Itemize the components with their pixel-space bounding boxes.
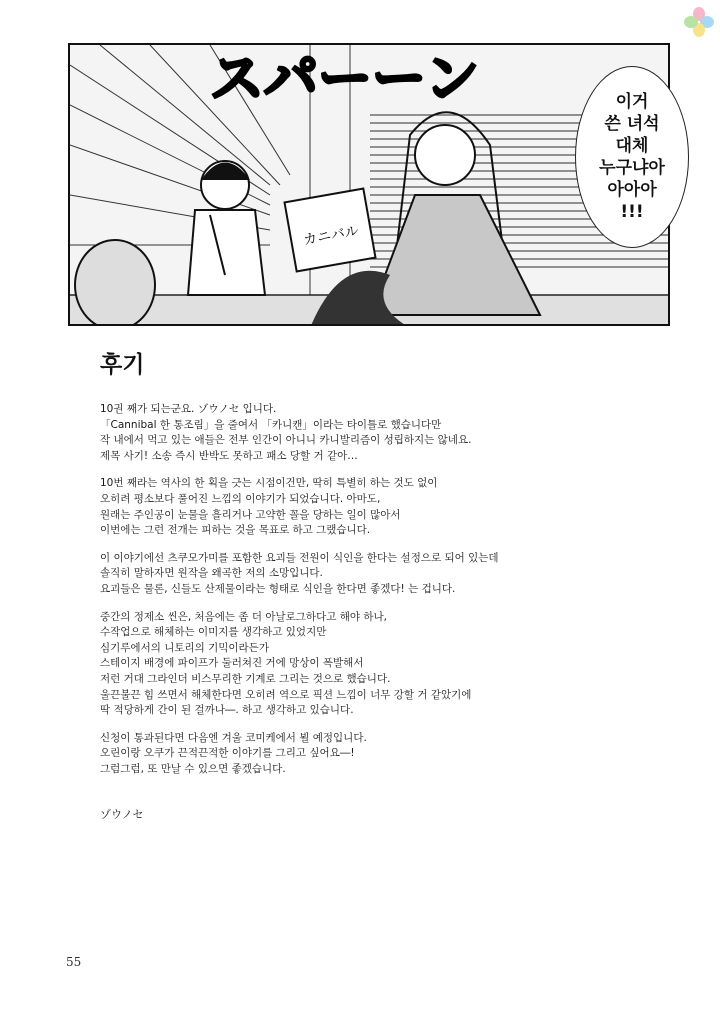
text-line: 이 이야기에선 츠쿠모가미를 포함한 요괴들 전원이 식인을 한다는 설정으로 되어 있는데	[100, 551, 499, 564]
sfx-text: スパーーン	[210, 47, 479, 110]
speech-bubble-text: 이거 쓴 녀석 대체 누구냐아 아아아 !!!	[599, 92, 665, 222]
text-line: 솔직히 말하자면 원작을 왜곡한 저의 소망입니다.	[100, 567, 323, 580]
text-line: 딱 적당하게 간이 된 걸까나―. 하고 생각하고 있습니다.	[100, 704, 354, 717]
afterword-body	[100, 402, 660, 789]
text-line: 스테이지 배경에 파이프가 둘러쳐진 거에 망상이 폭발해서	[100, 657, 364, 670]
paragraph	[100, 476, 660, 538]
text-line: 이번에는 그런 전개는 피하는 것을 목표로 하고 그랬습니다.	[100, 524, 371, 537]
afterword-title: 후기	[100, 352, 145, 378]
text-line: 10권 째가 되는군요. ゾウノセ 입니다.	[100, 403, 277, 415]
text-line: 10번 째라는 역사의 한 획을 긋는 시점이건만, 딱히 특별히 하는 것도 없이	[100, 477, 438, 490]
held-paper-text: カニバル	[302, 223, 361, 249]
text-line: 그럼그럼, 또 만날 수 있으면 좋겠습니다.	[100, 762, 286, 775]
text-line: 요괴들은 물론, 신들도 산제물이라는 형태로 식인을 한다면 좋겠다! 는 겁니다.	[100, 582, 456, 595]
page-number: 55	[66, 955, 82, 969]
text-line: 오히려 평소보다 풀어진 느낌의 이야기가 되었습니다. 아마도,	[100, 492, 381, 505]
text-line: 심기루에서의 니토리의 기믹이라든가	[100, 641, 269, 654]
paragraph	[100, 731, 660, 778]
clover-logo-icon	[684, 6, 714, 38]
text-line: 작 내에서 먹고 있는 애들은 전부 인간이 아니니 카니발리즘이 성립하지는 않네요.	[100, 434, 472, 447]
text-line: 수작업으로 해체하는 이미지를 생각하고 있었지만	[100, 626, 327, 639]
text-line: 「Cannibal 한 통조림」을 줄여서 「카니캔」이라는 타이틀로 했습니다만	[100, 418, 442, 431]
text-line: 저런 거대 그라인더 비스무리한 기계로 그리는 것으로 했습니다.	[100, 672, 391, 685]
text-line: 제목 사기! 소송 즉시 반박도 못하고 패소 당할 거 같아…	[100, 449, 358, 462]
text-line: 울끈불끈 힘 쓰면서 해체한다면 오히려 역으로 픽션 느낌이 너무 강할 거 같았기에	[100, 688, 472, 701]
text-line: 오린이랑 오쿠가 끈적끈적한 이야기를 그리고 싶어요―!	[100, 747, 355, 760]
text-line: 신청이 통과된다면 다음엔 겨울 코미케에서 뵐 예정입니다.	[100, 731, 367, 744]
paragraph	[100, 610, 660, 719]
author-signature: ゾウノセ	[100, 808, 144, 821]
paragraph	[100, 551, 660, 598]
speech-bubble	[575, 66, 689, 248]
paragraph	[100, 402, 660, 464]
text-line: 중간의 정제소 씬은, 처음에는 좀 더 아날로그하다고 해야 하나,	[100, 610, 387, 623]
text-line: 원래는 주인공이 눈물을 흘리거나 고약한 꼴을 당하는 일이 많아서	[100, 508, 401, 521]
